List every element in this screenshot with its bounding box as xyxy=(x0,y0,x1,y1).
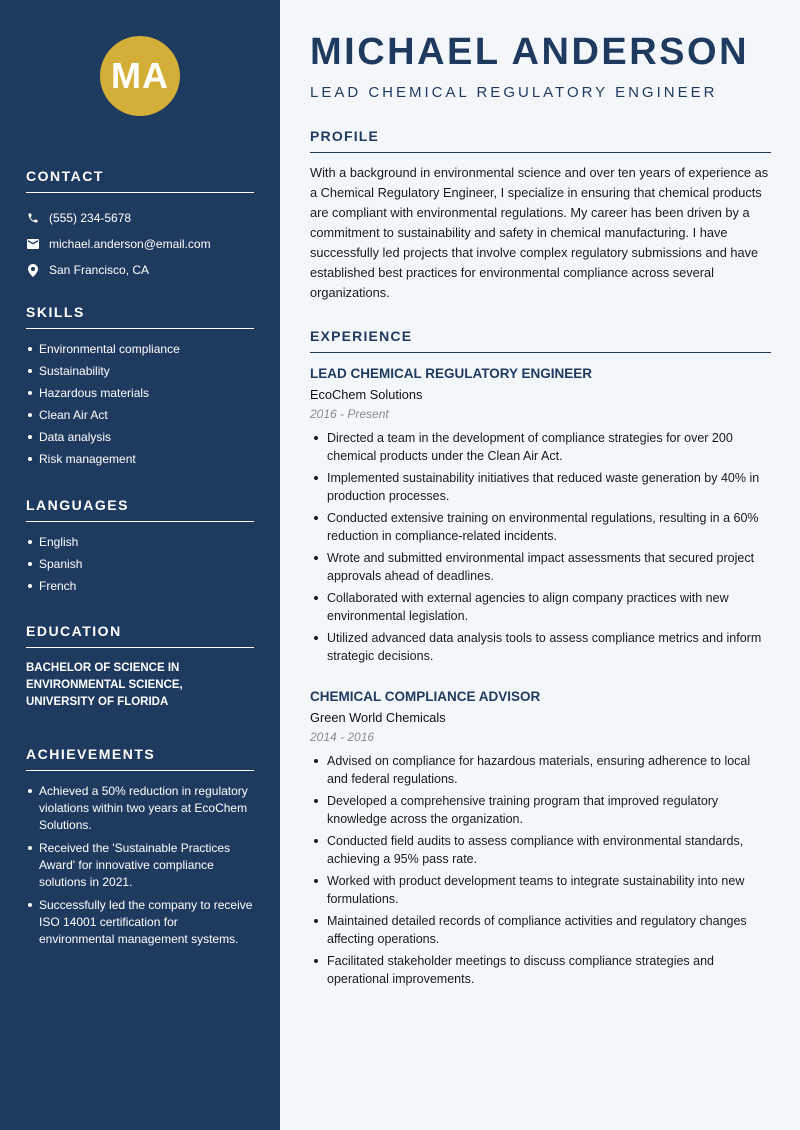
skills-list xyxy=(26,341,254,467)
job-dates: 2016 - Present xyxy=(310,407,389,421)
skill-item: Data analysis xyxy=(26,429,254,445)
job-role: CHEMICAL COMPLIANCE ADVISOR xyxy=(310,689,541,704)
education-heading: EDUCATION xyxy=(26,623,254,648)
experience-section xyxy=(310,328,771,363)
job-role: LEAD CHEMICAL REGULATORY ENGINEER xyxy=(310,366,593,381)
contact-heading: CONTACT xyxy=(26,168,254,193)
skill-item: Environmental compliance xyxy=(26,341,254,357)
skill-item: Hazardous materials xyxy=(26,385,254,401)
achievements-list xyxy=(26,783,254,948)
profile-section xyxy=(310,128,771,303)
achievements-heading: ACHIEVEMENTS xyxy=(26,746,254,771)
sidebar xyxy=(0,0,280,1130)
skill-item: Clean Air Act xyxy=(26,407,254,423)
language-item: Spanish xyxy=(26,556,254,572)
location-pin-icon xyxy=(26,263,40,277)
skills-heading: SKILLS xyxy=(26,304,254,329)
achievements-section xyxy=(26,746,254,954)
job-bullet: Facilitated stakeholder meetings to discuss compliance strategies and operational improvements. xyxy=(310,952,771,988)
job-bullets xyxy=(310,429,771,665)
phone-text: (555) 234-5678 xyxy=(49,211,132,225)
experience-job xyxy=(310,366,771,669)
job-bullet: Conducted field audits to assess compliance with environmental standards, achieving a 95% pass rate. xyxy=(310,832,771,868)
skill-item: Risk management xyxy=(26,451,254,467)
job-dates: 2014 - 2016 xyxy=(310,730,375,744)
phone-icon xyxy=(26,211,40,225)
languages-section xyxy=(26,497,254,600)
job-bullets xyxy=(310,752,771,988)
candidate-name: MICHAEL ANDERSON xyxy=(310,31,750,73)
experience-heading: EXPERIENCE xyxy=(310,328,771,353)
contact-location xyxy=(26,257,254,283)
languages-list xyxy=(26,534,254,594)
language-item: French xyxy=(26,578,254,594)
achievement-item: Successfully led the company to receive ISO 14001 certification for environmental management systems. xyxy=(26,897,254,948)
job-bullet: Worked with product development teams to integrate sustainability into new formulations. xyxy=(310,872,771,908)
skills-section xyxy=(26,304,254,473)
education-degree: BACHELOR OF SCIENCE IN ENVIRONMENTAL SCIENCE, UNIVERSITY OF FLORIDA xyxy=(26,662,183,708)
job-bullet: Wrote and submitted environmental impact assessments that secured project approvals ahead of deadlines. xyxy=(310,549,771,585)
language-item: English xyxy=(26,534,254,550)
job-bullet: Maintained detailed records of compliance activities and regulatory changes affecting operations. xyxy=(310,912,771,948)
education-section xyxy=(26,623,254,711)
profile-heading: PROFILE xyxy=(310,128,771,153)
job-bullet: Advised on compliance for hazardous materials, ensuring adherence to local and federal regulations. xyxy=(310,752,771,788)
avatar: MA xyxy=(100,36,180,116)
candidate-title: LEAD CHEMICAL REGULATORY ENGINEER xyxy=(310,84,718,101)
email-icon xyxy=(26,237,40,251)
job-bullet: Directed a team in the development of compliance strategies for over 200 chemical products under the Clean Air Act. xyxy=(310,429,771,465)
location-text: San Francisco, CA xyxy=(49,263,150,277)
achievement-item: Achieved a 50% reduction in regulatory violations within two years at EcoChem Solutions. xyxy=(26,783,254,834)
job-company: EcoChem Solutions xyxy=(310,387,423,402)
job-bullet: Conducted extensive training on environmental regulations, resulting in a 60% reduction in compliance-related incidents. xyxy=(310,509,771,545)
email-text: michael.anderson@email.com xyxy=(49,237,211,251)
skill-item: Sustainability xyxy=(26,363,254,379)
job-bullet: Utilized advanced data analysis tools to assess compliance metrics and inform strategic decisions. xyxy=(310,629,771,665)
profile-text: With a background in environmental science and over ten years of experience as a Chemical Regulatory Engineer, I specialize in ensuring that chemical products are compliant with environmental regulations. My career has been driven by a commitment to sustainability and safety in chemical manufacturing. I have successfully led projects that involve complex regulatory submissions and have established best practices for environmental compliance across several organizations. xyxy=(310,165,769,300)
contact-phone[interactable] xyxy=(26,205,254,231)
languages-heading: LANGUAGES xyxy=(26,497,254,522)
job-company: Green World Chemicals xyxy=(310,710,446,725)
experience-job xyxy=(310,689,771,992)
contact-section xyxy=(26,168,254,283)
job-bullet: Implemented sustainability initiatives that reduced waste generation by 40% in production processes. xyxy=(310,469,771,505)
contact-email[interactable] xyxy=(26,231,254,257)
achievement-item: Received the 'Sustainable Practices Award' for innovative compliance solutions in 2021. xyxy=(26,840,254,891)
job-bullet: Developed a comprehensive training program that improved regulatory knowledge across the organization. xyxy=(310,792,771,828)
job-bullet: Collaborated with external agencies to align company practices with new environmental legislation. xyxy=(310,589,771,625)
